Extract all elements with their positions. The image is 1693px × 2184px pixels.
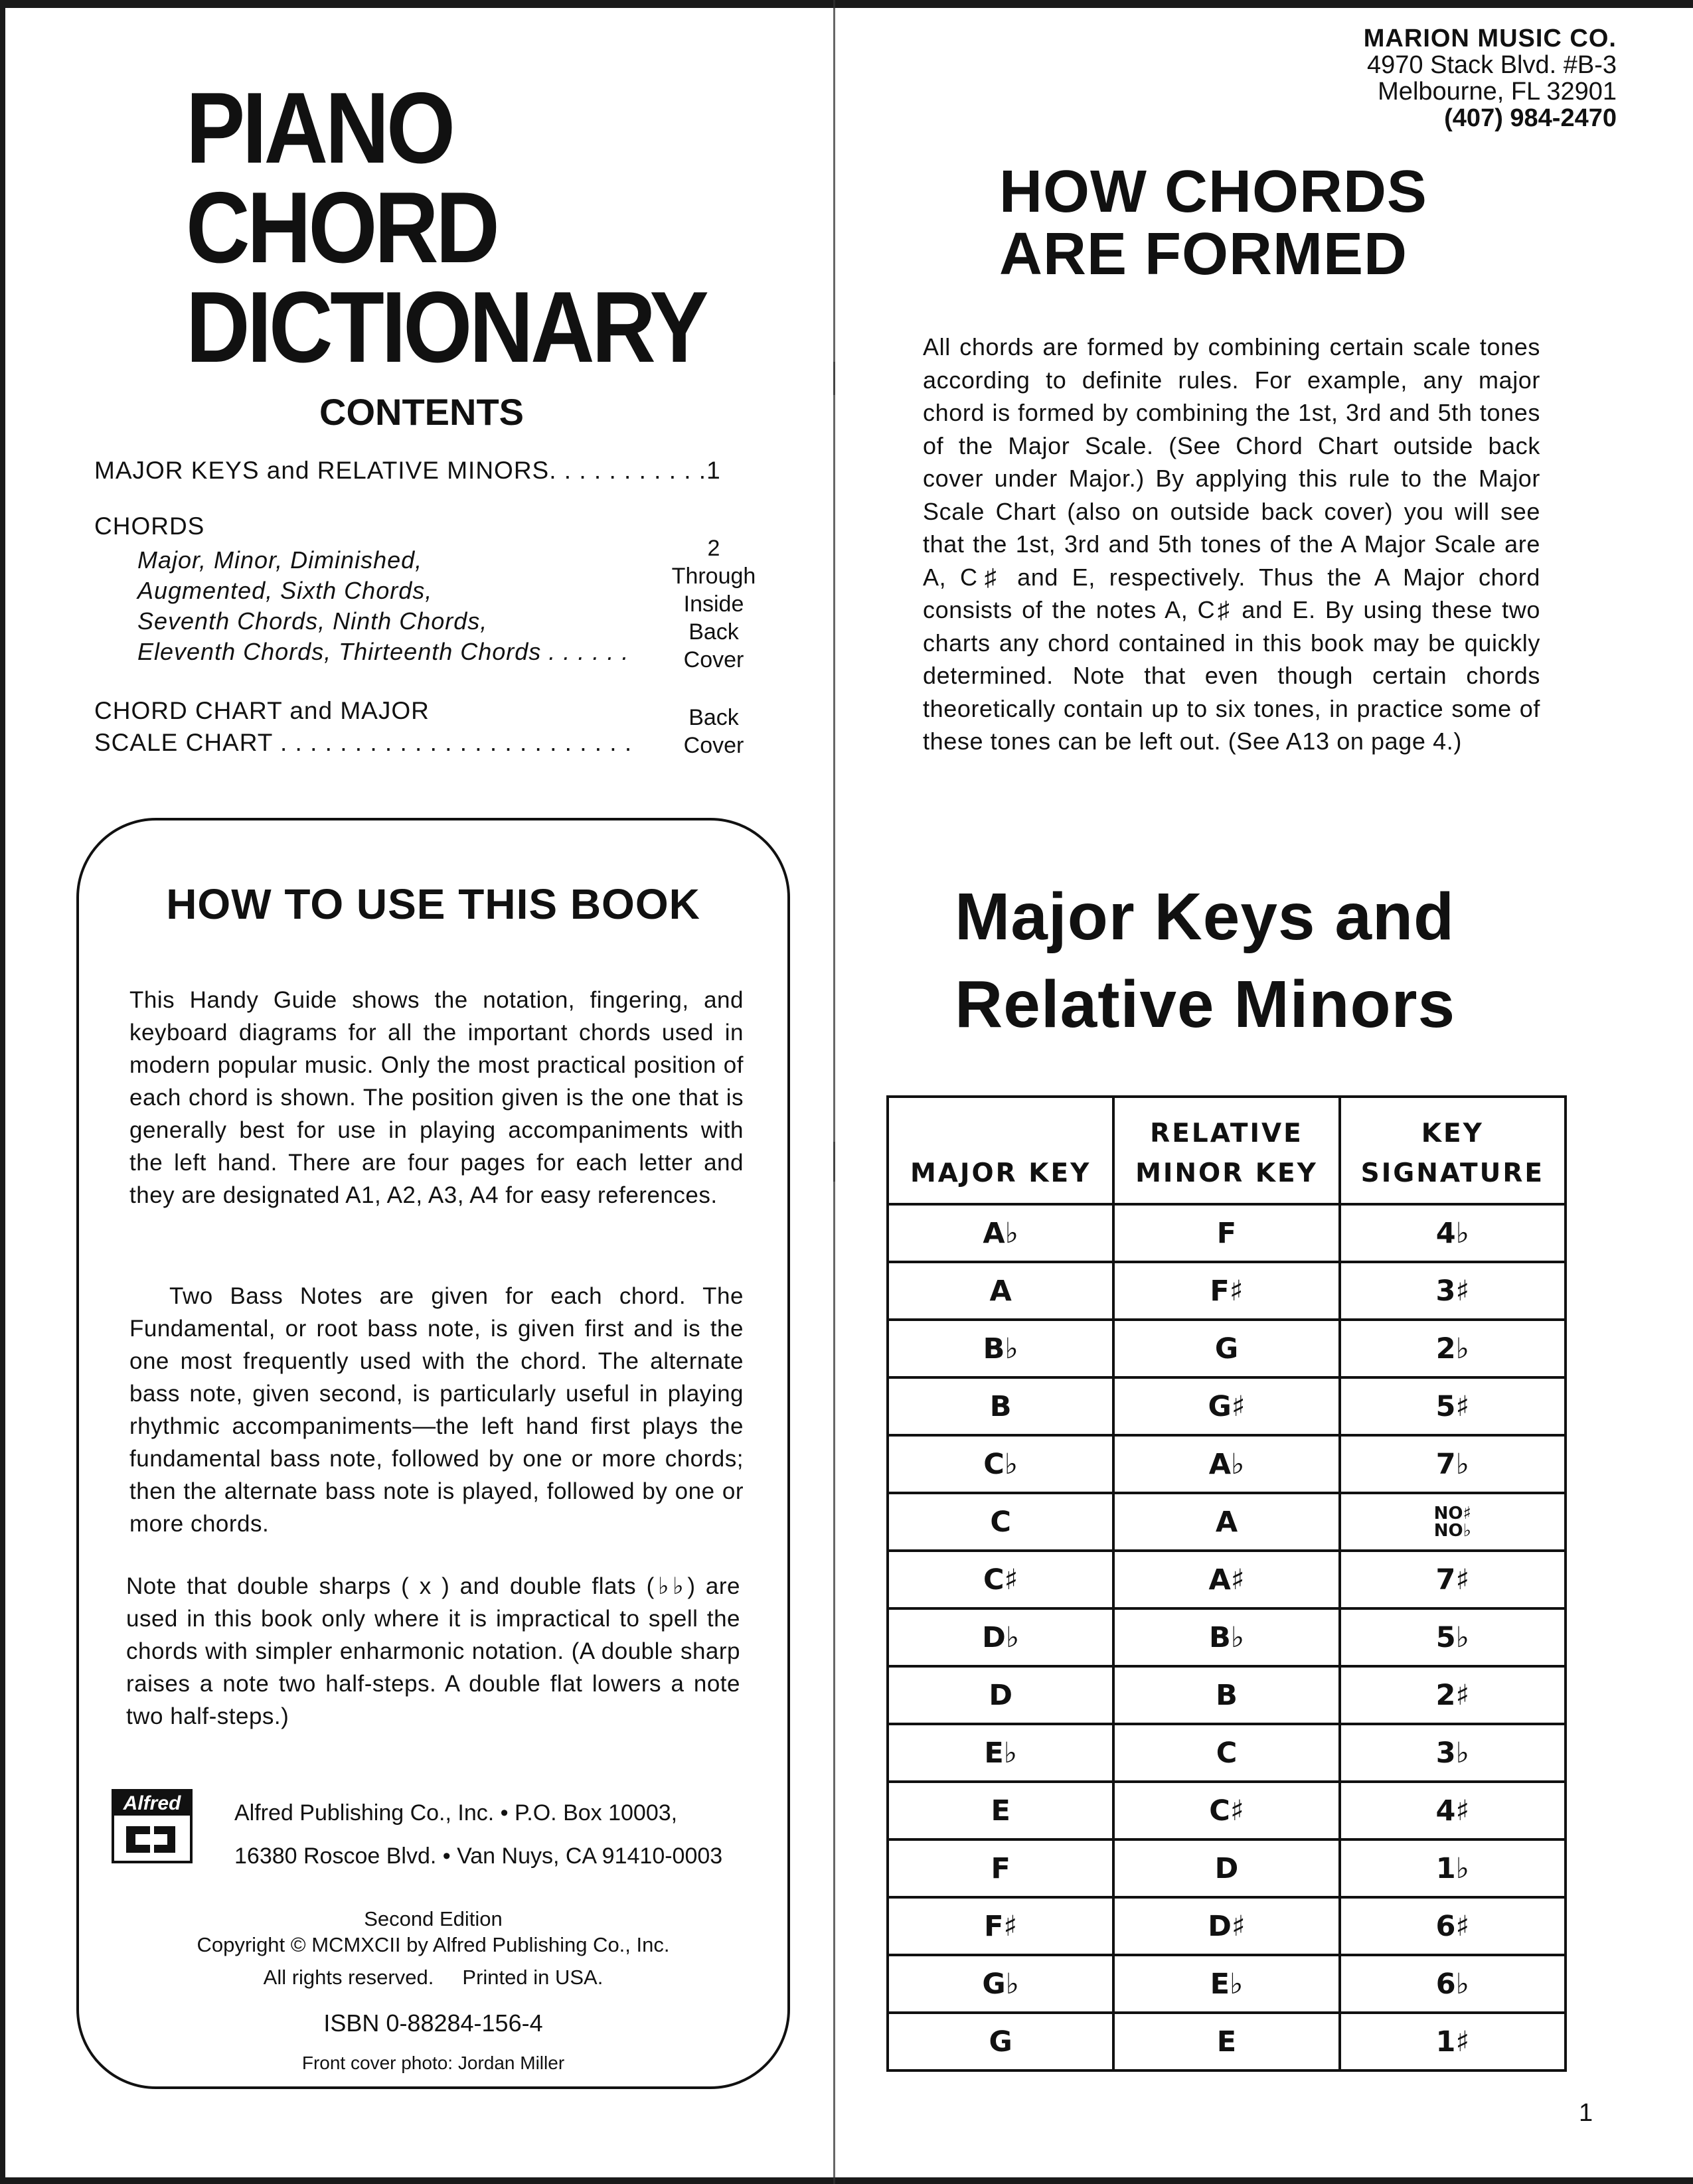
table-row [888,1608,1566,1666]
table-row [888,1204,1566,1262]
major-keys-heading [955,873,1455,1048]
book-spine [833,0,835,2184]
page-edge-left [0,0,5,2184]
table-row [888,1897,1566,1955]
copyright-text: Copyright © MCMXCII by Alfred Publishing Co., Inc. [197,1933,670,1956]
stamp-line: MARION MUSIC CO. [1363,25,1617,52]
relative-minor-cell: B [1113,1666,1339,1724]
relative-minor-cell: A [1113,1493,1339,1551]
header-major-key: MAJOR KEY [888,1097,1113,1204]
toc-chord-line: Major, Minor, Diminished, [137,546,423,574]
key-signature-cell: 6♯ [1340,1897,1566,1955]
key-signature-cell: 7♭ [1340,1435,1566,1493]
relative-minor-cell: A♯ [1113,1551,1339,1608]
relative-minor-cell: G [1113,1320,1339,1377]
publisher-address-line: 16380 Roscoe Blvd. • Van Nuys, CA 91410-0003 [234,1843,723,1869]
major-key-cell: G [888,2013,1113,2070]
toc-page-word: Cover [683,733,744,758]
toc-page-word: Back [688,705,739,730]
major-key-cell: D♭ [888,1608,1113,1666]
table-row [888,1320,1566,1377]
key-signature-cell: 3♭ [1340,1724,1566,1782]
spine-mark [833,362,835,395]
book-title [186,72,706,384]
how-formed-heading [999,161,1427,285]
table-row [888,1435,1566,1493]
key-signature-cell: 1♯ [1340,2013,1566,2070]
dealer-stamp [1364,25,1617,131]
table-row [888,1377,1566,1435]
toc-page-word: Back [688,619,739,645]
table-header-row [888,1097,1566,1204]
toc-chord-line: Eleventh Chords, Thirteenth Chords . . . . . . [137,638,629,665]
heading-line: ARE FORMED [999,221,1408,287]
relative-minor-cell: F♯ [1113,1262,1339,1320]
toc-chart-pages [664,704,764,759]
key-signature-cell: 6♭ [1340,1955,1566,2013]
contents-heading: CONTENTS [319,391,524,433]
alfred-logo-icon [121,1821,181,1858]
alfred-logo-text: Alfred [114,1792,190,1816]
toc-chord-line: Seventh Chords, Ninth Chords, [137,607,488,635]
spine-mark [833,1142,835,1182]
photo-credit: Front cover photo: Jordan Miller [301,2053,565,2073]
major-keys-table [886,1095,1567,2072]
major-key-cell: E [888,1782,1113,1839]
relative-minor-cell: G♯ [1113,1377,1339,1435]
major-key-cell: B [888,1377,1113,1435]
alfred-logo [112,1789,193,1863]
major-key-cell: F [888,1839,1113,1897]
relative-minor-cell: C [1113,1724,1339,1782]
table-body [888,1204,1566,2070]
toc-chart-line1: CHORD CHART and MAJOR [94,697,430,724]
relative-minor-cell: E♭ [1113,1955,1339,2013]
table-row [888,1666,1566,1724]
relative-minor-cell: C♯ [1113,1782,1339,1839]
header-key-signature: KEY SIGNATURE [1340,1097,1566,1204]
heading-line: HOW CHORDS [999,159,1427,225]
how-to-paragraph: Two Bass Notes are given for each chord. The Fundamental, or root bass note, is given first and is the one most frequently used with the chord. The alternate bass note, given second, is particularly useful in playing rhythmic accompaniments—the left hand first plays the fundamental bass note, followed by one or more chords; then the alternate bass note is played, followed by one or more chords. [129,1283,744,1537]
toc-chord-line: Augmented, Sixth Chords, [137,577,433,604]
how-to-paragraph: Note that double sharps ( x ) and double flats (♭♭) are used in this book only where it is impractical to spell the chords with simpler enharmonic notation. (A double sharp raises a note two half-steps. A double flat lowers a note two half-steps.) [126,1573,740,1729]
major-key-cell: A [888,1262,1113,1320]
toc-chords-heading: CHORDS [94,512,205,540]
table-row [888,2013,1566,2070]
relative-minor-cell: E [1113,2013,1339,2070]
how-to-heading: HOW TO USE THIS BOOK [166,880,700,928]
key-signature-cell: 1♭ [1340,1839,1566,1897]
isbn-text: ISBN 0-88284-156-4 [323,2009,543,2037]
heading-line: Relative Minors [955,967,1456,1042]
key-signature-cell: NO♯ NO♭ [1340,1493,1566,1551]
toc-page-word: Through [671,564,756,589]
toc-page-word: Inside [683,591,744,617]
how-formed-text: All chords are formed by combining certain scale tones according to definite rules. For example, any major chord is formed by combining the 1st, 3rd and 5th tones of the Major Scale. (See Chord Chart outside back cover under Major.) By applying this rule to the Major Scale Chart (also on outside back cover) you will see that the 1st, 3rd and 5th tones of the A Major Scale are A, C♯ and E, respectively. Thus the A Major chord consists of the notes A, C♯ and E. By using these two charts any chord contained in this book may be quickly determined. Note that even though certain chords theoretically contain up to six tones, in practice some of these tones can be left out. (See A13 on page 4.) [923,333,1540,755]
toc-chord-pages [657,534,770,674]
key-signature-cell: 3♯ [1340,1262,1566,1320]
table-row [888,1551,1566,1608]
table-row [888,1262,1566,1320]
major-key-cell: C♭ [888,1435,1113,1493]
page-edge-top [0,0,1693,8]
major-key-cell: B♭ [888,1320,1113,1377]
table-row [888,1839,1566,1897]
page-number: 1 [1579,2099,1593,2127]
title-line: DICTIONARY [186,271,706,384]
edition-text: Second Edition [364,1907,503,1930]
relative-minor-cell: D [1113,1839,1339,1897]
relative-minor-cell: B♭ [1113,1608,1339,1666]
key-signature-cell: 5♭ [1340,1608,1566,1666]
page-edge-bottom [0,2177,1693,2184]
major-key-cell: D [888,1666,1113,1724]
toc-chart-line2: SCALE CHART . . . . . . . . . . . . . . . . . . . . . . . . [94,729,633,756]
major-key-cell: C [888,1493,1113,1551]
relative-minor-cell: F [1113,1204,1339,1262]
heading-line: Major Keys and [955,880,1455,954]
stamp-line: Melbourne, FL 32901 [1378,78,1617,106]
table-row [888,1955,1566,2013]
relative-minor-cell: A♭ [1113,1435,1339,1493]
toc-page-word: 2 [707,536,720,561]
title-line: CHORD [186,171,497,284]
toc-major-keys: MAJOR KEYS and RELATIVE MINORS. . . . . . . . . . .1 [94,457,721,484]
rights-text: All rights reserved. Printed in USA. [263,1966,604,1989]
table-row [888,1724,1566,1782]
relative-minor-cell: D♯ [1113,1897,1339,1955]
table-row [888,1493,1566,1551]
major-key-cell: F♯ [888,1897,1113,1955]
stamp-line: 4970 Stack Blvd. #B-3 [1367,51,1617,79]
key-signature-cell: 4♭ [1340,1204,1566,1262]
key-signature-cell: 2♭ [1340,1320,1566,1377]
toc-page-word: Cover [683,647,744,672]
how-to-paragraph: This Handy Guide shows the notation, fingering, and keyboard diagrams for all the important chords used in modern popular music. Only the most practical position of each chord is shown. The position given is the one that is generally best for use in playing accompaniments with the left hand. There are four pages for each letter and they are designated A1, A2, A3, A4 for easy references. [129,987,744,1208]
major-key-cell: G♭ [888,1955,1113,2013]
header-relative-minor: RELATIVE MINOR KEY [1113,1097,1339,1204]
key-signature-cell: 7♯ [1340,1551,1566,1608]
key-signature-cell: 4♯ [1340,1782,1566,1839]
title-line: PIANO [186,72,453,185]
major-key-cell: E♭ [888,1724,1113,1782]
key-signature-cell: 2♯ [1340,1666,1566,1724]
major-key-cell: C♯ [888,1551,1113,1608]
publisher-address-line: Alfred Publishing Co., Inc. • P.O. Box 10003, [234,1800,678,1826]
table-row [888,1782,1566,1839]
key-signature-cell: 5♯ [1340,1377,1566,1435]
stamp-line: (407) 984-2470 [1444,104,1617,132]
major-key-cell: A♭ [888,1204,1113,1262]
